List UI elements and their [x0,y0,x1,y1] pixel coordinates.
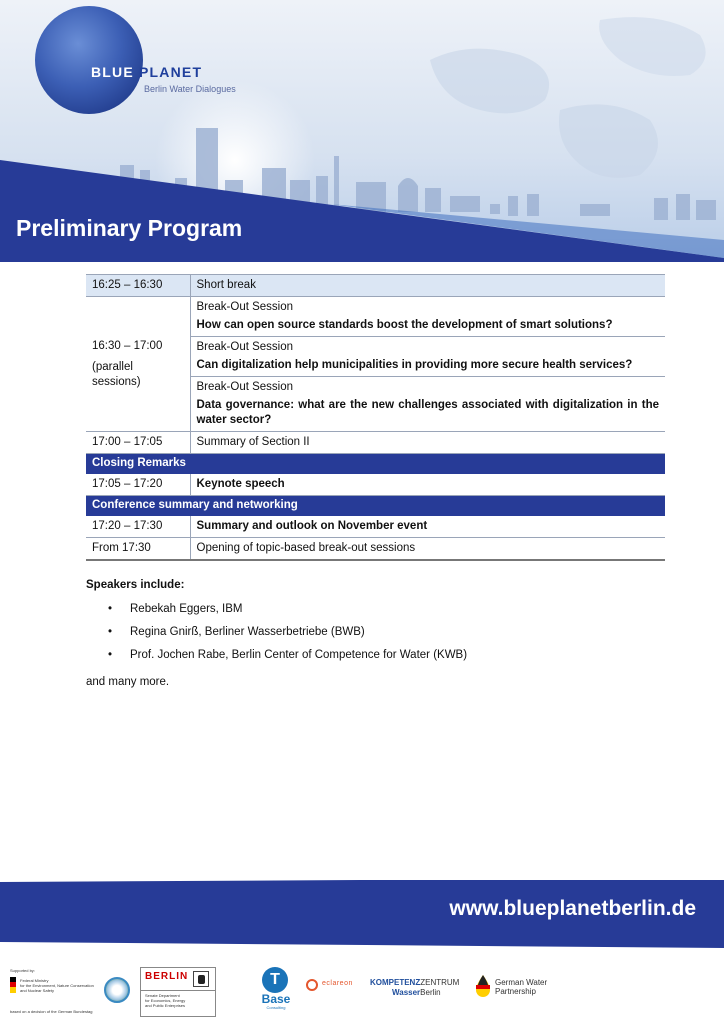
session-title: Data governance: what are the new challenges associated with digitalization in the water sector? [196,399,659,426]
time-range: 16:30 – 17:00 [92,339,163,352]
table-row [86,474,665,496]
kwb-word: Berlin [420,988,441,997]
section-header: Conference summary and networking [86,496,665,516]
ministry-line: Federal Ministry [20,978,49,983]
program-table [86,274,665,561]
base-sub: Consulting [266,1005,286,1010]
speaker-name: Rebekah Eggers, IBM [130,603,243,615]
item-cell: Short break [190,275,665,297]
logo-word-blue: BLUE [91,64,134,80]
session-kind: Break-Out Session [196,301,294,313]
base-name: Base [261,992,291,1006]
session-kind: Break-Out Session [196,381,294,393]
berlin-line: and Public Enterprises [145,1003,186,1008]
time-cell: 17:20 – 17:30 [86,516,190,538]
speakers-heading: Speakers include: [86,579,185,591]
table-row [86,516,665,538]
list-item [86,602,646,616]
header-banner [0,0,724,262]
table-row [86,538,665,561]
supported-by-label: Supported by: [10,968,35,973]
logo-tagline: Berlin Water Dialogues [144,84,236,94]
item-cell [190,377,665,432]
session-title: How can open source standards boost the development of smart solutions? [196,319,613,331]
kwb-word: Wasser [392,988,421,997]
time-cell: 16:25 – 16:30 [86,275,190,297]
speaker-name: Prof. Jochen Rabe, Berlin Center of Competence for Water (KWB) [130,649,468,661]
logo-wordmark [91,64,202,80]
ministry-logo-text [20,978,94,993]
speakers-list [86,602,646,662]
german-flag-icon [10,977,16,993]
section-header-row [86,496,665,516]
gwp-logo-text [495,978,547,996]
ministry-line: and Nuclear Safety [20,988,55,993]
berlin-lines [145,993,185,1008]
bundestag-note: based on a decision of the German Bundestag [10,1009,93,1014]
speakers-section [86,579,646,688]
time-note-line1: (parallel [92,360,133,373]
bullet-icon: • [108,626,113,638]
speakers-closing: and many more. [86,676,170,688]
gwp-line: Partnership [495,987,536,996]
item-cell: Opening of topic-based break-out sessions [190,538,665,561]
session-kind: Break-Out Session [196,341,294,353]
time-cell: 17:00 – 17:05 [86,432,190,454]
base-consulting-logo [259,967,293,1017]
section-header-row [86,454,665,474]
table-row [86,297,665,337]
berlin-line: for Economics, Energy [145,998,186,1003]
time-note-line2: sessions) [92,375,141,388]
berlin-title: BERLIN [145,971,189,982]
berlin-bear-icon [193,971,209,987]
table-row [86,432,665,454]
table-row [86,275,665,297]
berlin-senate-logo [140,967,216,1017]
kompetenzzentrum-logo [370,978,459,987]
bullet-icon: • [108,649,113,661]
kompetenzzentrum-logo-line2 [392,988,441,997]
website-link[interactable]: www.blueplanetberlin.de [449,897,696,920]
list-item [86,648,646,662]
item-cell [190,297,665,337]
time-cell [86,297,190,432]
item-cell: Summary of Section II [190,432,665,454]
logo-word-planet: PLANET [139,64,203,80]
session-title: Can digitalization help municipalities in providing more secure health services? [196,359,633,371]
ministry-line: for the Environment, Nature Conservation [20,983,94,988]
eclareon-swirl-icon [306,979,318,991]
kwb-word: ZENTRUM [420,978,460,987]
base-t-icon: T [262,967,288,993]
kwb-word: KOMPETENZ [370,978,421,987]
list-item [86,625,646,639]
eclareon-logo: eclareon [322,980,353,987]
item-cell: Summary and outlook on November event [190,516,665,538]
partner-logos [0,965,724,1021]
logo-globe [35,6,143,114]
berlin-line: Senate Department [145,993,180,998]
page-title: Preliminary Program [16,215,243,241]
item-cell [190,337,665,377]
item-cell: Keynote speech [190,474,665,496]
bullet-icon: • [108,603,113,615]
initiative-emblem-icon [104,977,130,1003]
gwp-drop-icon [476,975,490,997]
gwp-line: German Water [495,978,548,987]
section-header: Closing Remarks [86,454,665,474]
speaker-name: Regina Gnirß, Berliner Wasserbetriebe (BWB) [130,626,365,638]
time-cell: 17:05 – 17:20 [86,474,190,496]
time-cell: From 17:30 [86,538,190,561]
